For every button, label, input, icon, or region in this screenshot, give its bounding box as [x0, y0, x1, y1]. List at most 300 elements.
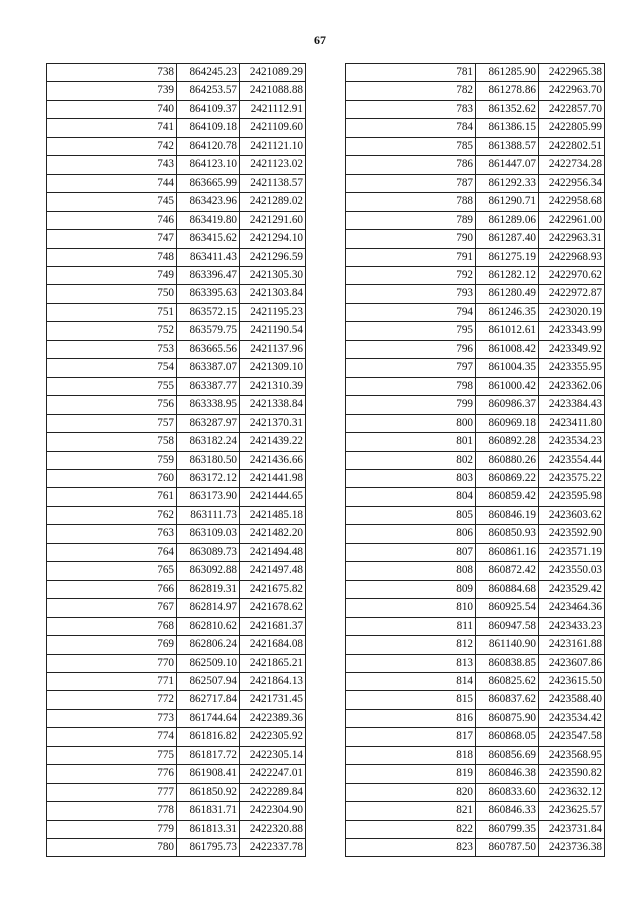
table-row	[346, 359, 605, 377]
point-number-cell: 806	[346, 525, 476, 543]
x-coordinate-cell: 862507.94	[177, 672, 240, 690]
y-coordinate-cell: 2421497.48	[240, 562, 306, 580]
point-number-cell: 796	[346, 340, 476, 358]
coordinates-table-left	[46, 63, 306, 857]
table-row	[346, 396, 605, 414]
x-coordinate-cell: 861287.40	[476, 230, 539, 248]
point-number-cell: 810	[346, 599, 476, 617]
x-coordinate-cell: 860825.62	[476, 672, 539, 690]
point-number-cell: 809	[346, 580, 476, 598]
x-coordinate-cell: 860869.22	[476, 469, 539, 487]
x-coordinate-cell: 863182.24	[177, 433, 240, 451]
x-coordinate-cell: 862819.31	[177, 580, 240, 598]
table-row	[346, 543, 605, 561]
x-coordinate-cell: 860875.90	[476, 709, 539, 727]
point-number-cell: 819	[346, 765, 476, 783]
coordinates-table-right	[345, 63, 605, 857]
x-coordinate-cell: 860833.60	[476, 783, 539, 801]
point-number-cell: 804	[346, 488, 476, 506]
table-row	[346, 119, 605, 137]
point-number-cell: 800	[346, 414, 476, 432]
x-coordinate-cell: 861289.06	[476, 211, 539, 229]
y-coordinate-cell: 2421309.10	[240, 359, 306, 377]
x-coordinate-cell: 862806.24	[177, 636, 240, 654]
x-coordinate-cell: 860850.93	[476, 525, 539, 543]
point-number-cell: 793	[346, 285, 476, 303]
y-coordinate-cell: 2423020.19	[539, 303, 605, 321]
table-row	[346, 211, 605, 229]
y-coordinate-cell: 2423575.22	[539, 469, 605, 487]
point-number-cell: 757	[47, 414, 177, 432]
y-coordinate-cell: 2421195.23	[240, 303, 306, 321]
y-coordinate-cell: 2421305.30	[240, 266, 306, 284]
x-coordinate-cell: 860884.68	[476, 580, 539, 598]
x-coordinate-cell: 861908.41	[177, 765, 240, 783]
x-coordinate-cell: 864120.78	[177, 137, 240, 155]
x-coordinate-cell: 862717.84	[177, 691, 240, 709]
point-number-cell: 815	[346, 691, 476, 709]
x-coordinate-cell: 862509.10	[177, 654, 240, 672]
table-row	[47, 469, 306, 487]
table-row	[47, 433, 306, 451]
y-coordinate-cell: 2422304.90	[240, 802, 306, 820]
point-number-cell: 823	[346, 839, 476, 857]
y-coordinate-cell: 2423349.92	[539, 340, 605, 358]
x-coordinate-cell: 861816.82	[177, 728, 240, 746]
x-coordinate-cell: 860868.05	[476, 728, 539, 746]
x-coordinate-cell: 863411.43	[177, 248, 240, 266]
table-row	[47, 285, 306, 303]
point-number-cell: 795	[346, 322, 476, 340]
y-coordinate-cell: 2421112.91	[240, 100, 306, 118]
y-coordinate-cell: 2422805.99	[539, 119, 605, 137]
point-number-cell: 765	[47, 562, 177, 580]
y-coordinate-cell: 2421684.08	[240, 636, 306, 654]
point-number-cell: 792	[346, 266, 476, 284]
y-coordinate-cell: 2423355.95	[539, 359, 605, 377]
point-number-cell: 776	[47, 765, 177, 783]
table-row	[346, 765, 605, 783]
y-coordinate-cell: 2421441.98	[240, 469, 306, 487]
y-coordinate-cell: 2421731.45	[240, 691, 306, 709]
table-row	[47, 266, 306, 284]
table-row	[47, 506, 306, 524]
x-coordinate-cell: 863665.99	[177, 174, 240, 192]
x-coordinate-cell: 860859.42	[476, 488, 539, 506]
y-coordinate-cell: 2423625.57	[539, 802, 605, 820]
y-coordinate-cell: 2421138.57	[240, 174, 306, 192]
y-coordinate-cell: 2422247.01	[240, 765, 306, 783]
x-coordinate-cell: 863173.90	[177, 488, 240, 506]
y-coordinate-cell: 2423411.80	[539, 414, 605, 432]
point-number-cell: 752	[47, 322, 177, 340]
y-coordinate-cell: 2422963.31	[539, 230, 605, 248]
y-coordinate-cell: 2423161.88	[539, 636, 605, 654]
table-row	[346, 322, 605, 340]
table-row	[47, 617, 306, 635]
x-coordinate-cell: 863172.12	[177, 469, 240, 487]
x-coordinate-cell: 861447.07	[476, 156, 539, 174]
point-number-cell: 744	[47, 174, 177, 192]
point-number-cell: 786	[346, 156, 476, 174]
point-number-cell: 822	[346, 820, 476, 838]
x-coordinate-cell: 861140.90	[476, 636, 539, 654]
y-coordinate-cell: 2421494.48	[240, 543, 306, 561]
table-row	[47, 156, 306, 174]
point-number-cell: 785	[346, 137, 476, 155]
table-row	[346, 599, 605, 617]
x-coordinate-cell: 861012.61	[476, 322, 539, 340]
point-number-cell: 778	[47, 802, 177, 820]
x-coordinate-cell: 863396.47	[177, 266, 240, 284]
table-row	[47, 599, 306, 617]
y-coordinate-cell: 2422289.84	[240, 783, 306, 801]
point-number-cell: 790	[346, 230, 476, 248]
y-coordinate-cell: 2421338.84	[240, 396, 306, 414]
point-number-cell: 753	[47, 340, 177, 358]
table-row	[346, 100, 605, 118]
point-number-cell: 738	[47, 64, 177, 82]
point-number-cell: 797	[346, 359, 476, 377]
y-coordinate-cell: 2421289.02	[240, 193, 306, 211]
x-coordinate-cell: 861831.71	[177, 802, 240, 820]
x-coordinate-cell: 860846.38	[476, 765, 539, 783]
point-number-cell: 779	[47, 820, 177, 838]
x-coordinate-cell: 861280.49	[476, 285, 539, 303]
point-number-cell: 758	[47, 433, 177, 451]
y-coordinate-cell: 2423534.23	[539, 433, 605, 451]
point-number-cell: 771	[47, 672, 177, 690]
y-coordinate-cell: 2422970.62	[539, 266, 605, 284]
point-number-cell: 814	[346, 672, 476, 690]
y-coordinate-cell: 2423731.84	[539, 820, 605, 838]
table-row	[346, 580, 605, 598]
x-coordinate-cell: 860892.28	[476, 433, 539, 451]
x-coordinate-cell: 860872.42	[476, 562, 539, 580]
y-coordinate-cell: 2422956.34	[539, 174, 605, 192]
point-number-cell: 813	[346, 654, 476, 672]
table-row	[346, 709, 605, 727]
x-coordinate-cell: 863419.80	[177, 211, 240, 229]
x-coordinate-cell: 861278.86	[476, 82, 539, 100]
point-number-cell: 812	[346, 636, 476, 654]
x-coordinate-cell: 863579.75	[177, 322, 240, 340]
table-row	[346, 377, 605, 395]
table-row	[47, 211, 306, 229]
table-row	[346, 636, 605, 654]
point-number-cell: 775	[47, 746, 177, 764]
x-coordinate-cell: 864123.10	[177, 156, 240, 174]
table-row	[346, 672, 605, 690]
point-number-cell: 755	[47, 377, 177, 395]
table-row	[346, 266, 605, 284]
x-coordinate-cell: 863387.07	[177, 359, 240, 377]
y-coordinate-cell: 2421109.60	[240, 119, 306, 137]
y-coordinate-cell: 2423603.62	[539, 506, 605, 524]
x-coordinate-cell: 863092.88	[177, 562, 240, 580]
table-row	[47, 340, 306, 358]
point-number-cell: 816	[346, 709, 476, 727]
y-coordinate-cell: 2421303.84	[240, 285, 306, 303]
y-coordinate-cell: 2421482.20	[240, 525, 306, 543]
table-row	[47, 230, 306, 248]
y-coordinate-cell: 2423343.99	[539, 322, 605, 340]
table-row	[47, 359, 306, 377]
x-coordinate-cell: 863665.56	[177, 340, 240, 358]
y-coordinate-cell: 2421675.82	[240, 580, 306, 598]
point-number-cell: 745	[47, 193, 177, 211]
y-coordinate-cell: 2421370.31	[240, 414, 306, 432]
point-number-cell: 754	[47, 359, 177, 377]
point-number-cell: 788	[346, 193, 476, 211]
y-coordinate-cell: 2421296.59	[240, 248, 306, 266]
x-coordinate-cell: 861285.90	[476, 64, 539, 82]
x-coordinate-cell: 860799.35	[476, 820, 539, 838]
table-row	[47, 802, 306, 820]
table-row	[47, 64, 306, 82]
y-coordinate-cell: 2421865.21	[240, 654, 306, 672]
point-number-cell: 789	[346, 211, 476, 229]
y-coordinate-cell: 2421123.02	[240, 156, 306, 174]
table-row	[346, 654, 605, 672]
y-coordinate-cell: 2423384.43	[539, 396, 605, 414]
table-row	[346, 728, 605, 746]
x-coordinate-cell: 864109.18	[177, 119, 240, 137]
table-row	[346, 469, 605, 487]
y-coordinate-cell: 2423592.90	[539, 525, 605, 543]
point-number-cell: 761	[47, 488, 177, 506]
table-row	[47, 580, 306, 598]
table-row	[47, 396, 306, 414]
point-number-cell: 740	[47, 100, 177, 118]
point-number-cell: 781	[346, 64, 476, 82]
table-row	[47, 377, 306, 395]
table-row	[47, 137, 306, 155]
x-coordinate-cell: 863180.50	[177, 451, 240, 469]
x-coordinate-cell: 861275.19	[476, 248, 539, 266]
table-row	[47, 654, 306, 672]
y-coordinate-cell: 2422320.88	[240, 820, 306, 838]
point-number-cell: 802	[346, 451, 476, 469]
x-coordinate-cell: 861282.12	[476, 266, 539, 284]
table-row	[346, 506, 605, 524]
point-number-cell: 784	[346, 119, 476, 137]
table-row	[346, 562, 605, 580]
point-number-cell: 749	[47, 266, 177, 284]
y-coordinate-cell: 2421485.18	[240, 506, 306, 524]
x-coordinate-cell: 860947.58	[476, 617, 539, 635]
x-coordinate-cell: 860861.16	[476, 543, 539, 561]
x-coordinate-cell: 863111.73	[177, 506, 240, 524]
x-coordinate-cell: 863572.15	[177, 303, 240, 321]
x-coordinate-cell: 860986.37	[476, 396, 539, 414]
point-number-cell: 794	[346, 303, 476, 321]
point-number-cell: 773	[47, 709, 177, 727]
y-coordinate-cell: 2423736.38	[539, 839, 605, 857]
point-number-cell: 811	[346, 617, 476, 635]
table-row	[346, 783, 605, 801]
table-row	[47, 303, 306, 321]
table-row	[346, 802, 605, 820]
y-coordinate-cell: 2422734.28	[539, 156, 605, 174]
table-row	[346, 451, 605, 469]
y-coordinate-cell: 2421436.66	[240, 451, 306, 469]
table-row	[346, 174, 605, 192]
x-coordinate-cell: 860880.26	[476, 451, 539, 469]
y-coordinate-cell: 2421444.65	[240, 488, 306, 506]
y-coordinate-cell: 2422802.51	[539, 137, 605, 155]
y-coordinate-cell: 2421088.88	[240, 82, 306, 100]
table-row	[47, 709, 306, 727]
y-coordinate-cell: 2423547.58	[539, 728, 605, 746]
x-coordinate-cell: 861352.62	[476, 100, 539, 118]
x-coordinate-cell: 861744.64	[177, 709, 240, 727]
point-number-cell: 807	[346, 543, 476, 561]
point-number-cell: 742	[47, 137, 177, 155]
point-number-cell: 770	[47, 654, 177, 672]
y-coordinate-cell: 2423433.23	[539, 617, 605, 635]
point-number-cell: 780	[47, 839, 177, 857]
x-coordinate-cell: 861004.35	[476, 359, 539, 377]
point-number-cell: 743	[47, 156, 177, 174]
table-row	[47, 728, 306, 746]
y-coordinate-cell: 2423607.86	[539, 654, 605, 672]
table-row	[47, 322, 306, 340]
x-coordinate-cell: 860925.54	[476, 599, 539, 617]
table-row	[47, 562, 306, 580]
table-row	[47, 174, 306, 192]
point-number-cell: 768	[47, 617, 177, 635]
point-number-cell: 774	[47, 728, 177, 746]
table-row	[346, 617, 605, 635]
y-coordinate-cell: 2421291.60	[240, 211, 306, 229]
y-coordinate-cell: 2423568.95	[539, 746, 605, 764]
x-coordinate-cell: 860846.19	[476, 506, 539, 524]
table-row	[346, 820, 605, 838]
table-row	[47, 119, 306, 137]
point-number-cell: 751	[47, 303, 177, 321]
y-coordinate-cell: 2422958.68	[539, 193, 605, 211]
table-row	[47, 193, 306, 211]
y-coordinate-cell: 2421678.62	[240, 599, 306, 617]
x-coordinate-cell: 861386.15	[476, 119, 539, 137]
y-coordinate-cell: 2423615.50	[539, 672, 605, 690]
x-coordinate-cell: 860846.33	[476, 802, 539, 820]
table-row	[346, 248, 605, 266]
y-coordinate-cell: 2421190.54	[240, 322, 306, 340]
y-coordinate-cell: 2422305.92	[240, 728, 306, 746]
table-row	[47, 82, 306, 100]
table-row	[346, 691, 605, 709]
x-coordinate-cell: 864253.57	[177, 82, 240, 100]
y-coordinate-cell: 2423529.42	[539, 580, 605, 598]
point-number-cell: 766	[47, 580, 177, 598]
y-coordinate-cell: 2422972.87	[539, 285, 605, 303]
y-coordinate-cell: 2423550.03	[539, 562, 605, 580]
y-coordinate-cell: 2422963.70	[539, 82, 605, 100]
x-coordinate-cell: 863338.95	[177, 396, 240, 414]
table-row	[346, 82, 605, 100]
table-row	[346, 746, 605, 764]
table-row	[346, 303, 605, 321]
y-coordinate-cell: 2422968.93	[539, 248, 605, 266]
table-row	[47, 525, 306, 543]
y-coordinate-cell: 2423362.06	[539, 377, 605, 395]
x-coordinate-cell: 861000.42	[476, 377, 539, 395]
x-coordinate-cell: 861817.72	[177, 746, 240, 764]
point-number-cell: 741	[47, 119, 177, 137]
y-coordinate-cell: 2423590.82	[539, 765, 605, 783]
point-number-cell: 818	[346, 746, 476, 764]
point-number-cell: 763	[47, 525, 177, 543]
point-number-cell: 798	[346, 377, 476, 395]
point-number-cell: 756	[47, 396, 177, 414]
point-number-cell: 801	[346, 433, 476, 451]
x-coordinate-cell: 864109.37	[177, 100, 240, 118]
table-row	[47, 636, 306, 654]
table-row	[47, 746, 306, 764]
point-number-cell: 760	[47, 469, 177, 487]
y-coordinate-cell: 2421439.22	[240, 433, 306, 451]
x-coordinate-cell: 863387.77	[177, 377, 240, 395]
point-number-cell: 746	[47, 211, 177, 229]
point-number-cell: 739	[47, 82, 177, 100]
table-row	[47, 543, 306, 561]
table-row	[346, 433, 605, 451]
y-coordinate-cell: 2422961.00	[539, 211, 605, 229]
y-coordinate-cell: 2422337.78	[240, 839, 306, 857]
x-coordinate-cell: 861388.57	[476, 137, 539, 155]
x-coordinate-cell: 863109.03	[177, 525, 240, 543]
table-row	[346, 230, 605, 248]
table-row	[47, 100, 306, 118]
y-coordinate-cell: 2421681.37	[240, 617, 306, 635]
point-number-cell: 762	[47, 506, 177, 524]
table-row	[346, 525, 605, 543]
point-number-cell: 821	[346, 802, 476, 820]
point-number-cell: 791	[346, 248, 476, 266]
point-number-cell: 759	[47, 451, 177, 469]
table-row	[346, 839, 605, 857]
table-row	[47, 820, 306, 838]
y-coordinate-cell: 2423595.98	[539, 488, 605, 506]
point-number-cell: 764	[47, 543, 177, 561]
point-number-cell: 777	[47, 783, 177, 801]
table-row	[346, 285, 605, 303]
x-coordinate-cell: 860787.50	[476, 839, 539, 857]
table-row	[346, 137, 605, 155]
table-row	[47, 414, 306, 432]
table-row	[47, 672, 306, 690]
x-coordinate-cell: 864245.23	[177, 64, 240, 82]
point-number-cell: 808	[346, 562, 476, 580]
x-coordinate-cell: 862810.62	[177, 617, 240, 635]
table-row	[47, 691, 306, 709]
point-number-cell: 769	[47, 636, 177, 654]
point-number-cell: 817	[346, 728, 476, 746]
table-row	[346, 488, 605, 506]
y-coordinate-cell: 2421310.39	[240, 377, 306, 395]
table-row	[346, 340, 605, 358]
table-row	[346, 156, 605, 174]
point-number-cell: 750	[47, 285, 177, 303]
x-coordinate-cell: 863089.73	[177, 543, 240, 561]
y-coordinate-cell: 2422305.14	[240, 746, 306, 764]
table-row	[346, 193, 605, 211]
point-number-cell: 767	[47, 599, 177, 617]
point-number-cell: 787	[346, 174, 476, 192]
point-number-cell: 820	[346, 783, 476, 801]
